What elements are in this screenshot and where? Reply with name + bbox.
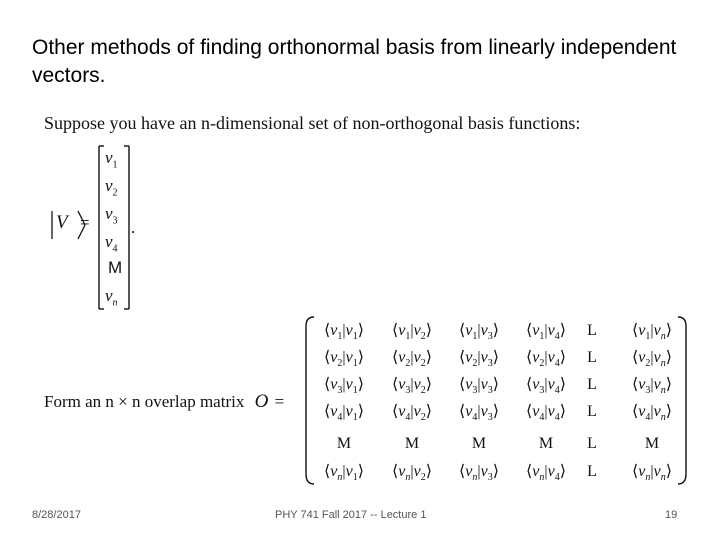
matrix-cell: L xyxy=(587,403,597,420)
vector-entry-ellipsis: M xyxy=(108,258,123,277)
matrix-cell: M xyxy=(404,435,420,452)
matrix-cell: M xyxy=(538,435,554,452)
matrix-cell: $⟨v_1|v_1⟩$ xyxy=(324,322,364,342)
overlap-matrix xyxy=(300,314,700,494)
vector-lhs: V xyxy=(56,212,68,233)
matrix-cell: $⟨v_4|v_4⟩$ xyxy=(526,403,566,423)
matrix-cell: $⟨v_3|v_2⟩$ xyxy=(392,376,432,396)
matrix-cell: $⟨v_n|v_3⟩$ xyxy=(459,463,499,483)
matrix-cell: $⟨v_1|v_n⟩$ xyxy=(632,322,672,342)
matrix-cell: $⟨v_3|v_1⟩$ xyxy=(324,376,364,396)
matrix-cell: L xyxy=(587,322,597,339)
matrix-cell: M xyxy=(336,435,352,452)
matrix-cell: $⟨v_2|v_1⟩$ xyxy=(324,349,364,369)
matrix-cell: $⟨v_3|v_4⟩$ xyxy=(526,376,566,396)
footer-course: PHY 741 Fall 2017 -- Lecture 1 xyxy=(275,509,427,521)
overlap-label: Form an n × n overlap matrix O = xyxy=(44,391,285,412)
matrix-symbol: O xyxy=(254,391,269,412)
matrix-cell: L xyxy=(587,463,597,480)
matrix-cell: $⟨v_2|v_2⟩$ xyxy=(392,349,432,369)
slide-title: Other methods of finding orthonormal basis from linearly independent vectors. xyxy=(32,36,677,87)
matrix-cell: $⟨v_4|v_3⟩$ xyxy=(459,403,499,423)
matrix-cell: $⟨v_3|v_3⟩$ xyxy=(459,376,499,396)
matrix-cell: L xyxy=(587,349,597,366)
equals-sign: = xyxy=(80,213,90,232)
footer-date: 8/28/2017 xyxy=(32,509,81,521)
matrix-cell: $⟨v_n|v_n⟩$ xyxy=(632,463,672,483)
matrix-cell: L xyxy=(587,376,597,393)
matrix-cell: $⟨v_1|v_3⟩$ xyxy=(459,322,499,342)
intro-text: Suppose you have an n-dimensional set of non-orthogonal basis functions: xyxy=(44,113,581,133)
matrix-cell: $⟨v_n|v_1⟩$ xyxy=(324,463,364,483)
matrix-cell: $⟨v_4|v_1⟩$ xyxy=(324,403,364,423)
matrix-cell: M xyxy=(471,435,487,452)
matrix-cell: $⟨v_n|v_4⟩$ xyxy=(526,463,566,483)
matrix-cell: $⟨v_1|v_2⟩$ xyxy=(392,322,432,342)
matrix-cell: $⟨v_3|v_n⟩$ xyxy=(632,376,672,396)
vector-entry-v1: $v_1$ xyxy=(105,148,118,171)
matrix-cell: $⟨v_4|v_n⟩$ xyxy=(632,403,672,423)
matrix-cell: $⟨v_2|v_n⟩$ xyxy=(632,349,672,369)
matrix-cell: $⟨v_1|v_4⟩$ xyxy=(526,322,566,342)
matrix-cell: $⟨v_2|v_4⟩$ xyxy=(526,349,566,369)
vector-entry-v2: $v_2$ xyxy=(105,176,118,199)
matrix-cell: $⟨v_4|v_2⟩$ xyxy=(392,403,432,423)
matrix-cell: $⟨v_2|v_3⟩$ xyxy=(459,349,499,369)
matrix-cell: L xyxy=(587,435,597,452)
matrix-cell: M xyxy=(644,435,660,452)
matrix-brackets xyxy=(306,317,686,484)
vector-entry-vn: $v_n$ xyxy=(105,286,118,309)
matrix-cell: $⟨v_n|v_2⟩$ xyxy=(392,463,432,483)
vector-entry-v3: $v_3$ xyxy=(105,204,118,227)
vector-entry-v4: $v_4$ xyxy=(105,232,118,255)
period: . xyxy=(131,218,136,237)
footer-page-number: 19 xyxy=(665,509,678,521)
